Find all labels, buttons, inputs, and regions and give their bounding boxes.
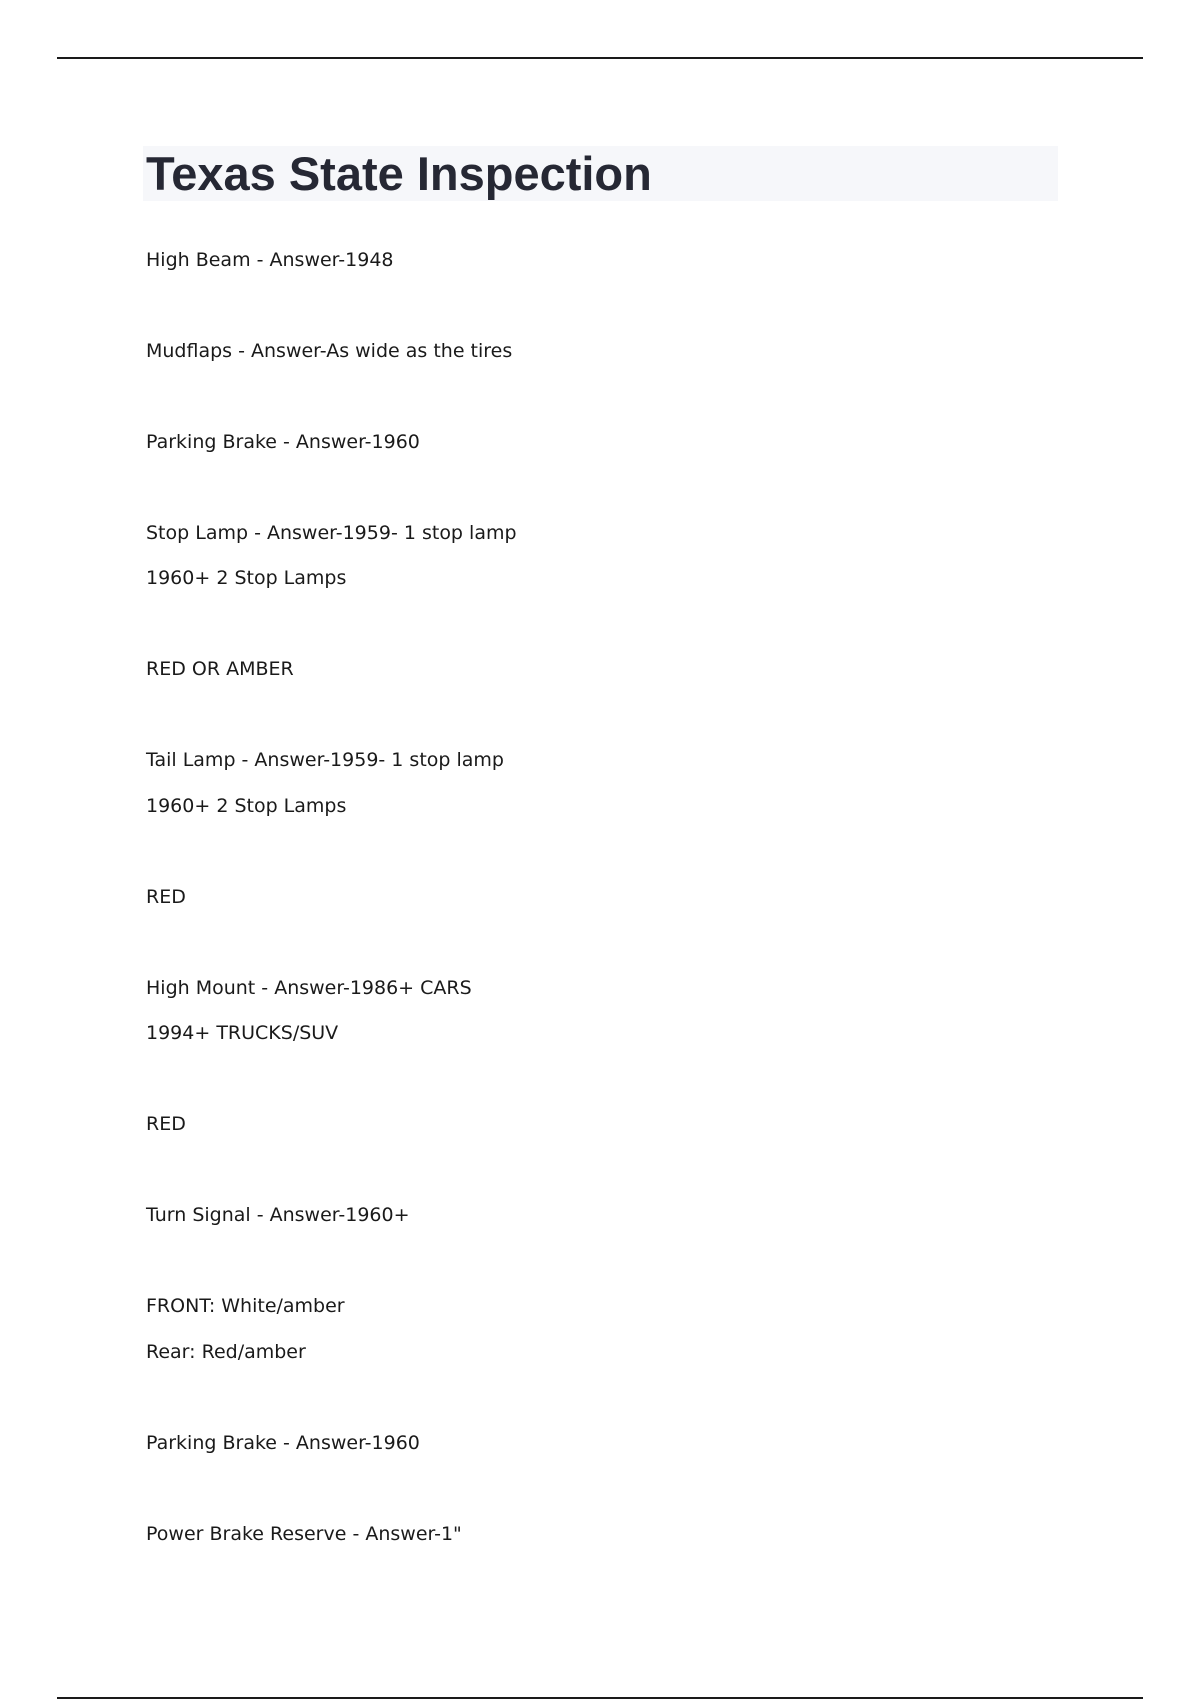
- text-line-high-mount-color: RED: [146, 1113, 186, 1135]
- text-line-stop-lamp-color: RED OR AMBER: [146, 658, 294, 680]
- text-line-high-mount-continued: 1994+ TRUCKS/SUV: [146, 1022, 339, 1044]
- text-line-turn-signal-rear: Rear: Red/amber: [146, 1341, 306, 1363]
- text-line-high-beam: High Beam - Answer-1948: [146, 249, 394, 271]
- text-line-high-mount: High Mount - Answer-1986+ CARS: [146, 977, 472, 999]
- text-line-power-brake-reserve: Power Brake Reserve - Answer-1": [146, 1523, 462, 1545]
- top-rule: [57, 57, 1143, 59]
- bottom-rule: [57, 1697, 1143, 1699]
- text-line-tail-lamp-continued: 1960+ 2 Stop Lamps: [146, 795, 347, 817]
- text-line-tail-lamp: Tail Lamp - Answer-1959- 1 stop lamp: [146, 749, 504, 771]
- text-line-mudflaps: Mudflaps - Answer-As wide as the tires: [146, 340, 513, 362]
- text-line-stop-lamp-continued: 1960+ 2 Stop Lamps: [146, 567, 347, 589]
- text-line-parking-brake-repeat: Parking Brake - Answer-1960: [146, 1432, 420, 1454]
- text-line-tail-lamp-color: RED: [146, 886, 186, 908]
- text-line-parking-brake: Parking Brake - Answer-1960: [146, 431, 420, 453]
- text-line-stop-lamp: Stop Lamp - Answer-1959- 1 stop lamp: [146, 522, 517, 544]
- page-title: Texas State Inspection: [146, 147, 652, 200]
- text-line-turn-signal-front: FRONT: White/amber: [146, 1295, 345, 1317]
- text-line-turn-signal: Turn Signal - Answer-1960+: [146, 1204, 410, 1226]
